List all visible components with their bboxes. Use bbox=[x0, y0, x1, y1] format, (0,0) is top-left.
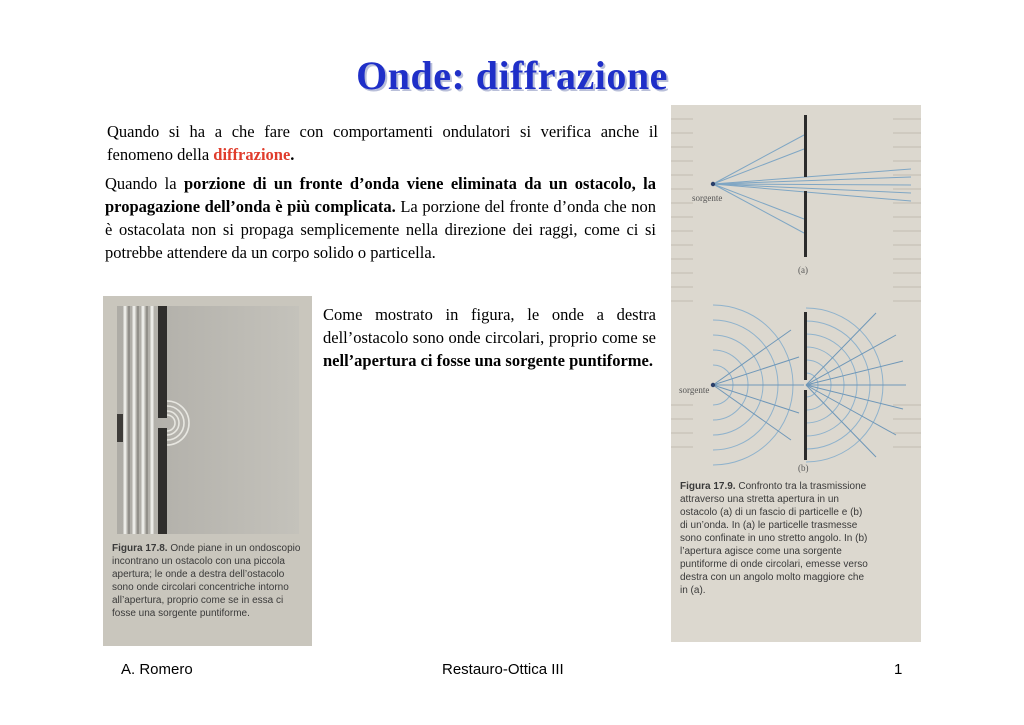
intro-paragraph: Quando si ha a che fare con comportamenti ondulatori si verifica anche il fenomeno della diffrazione. bbox=[107, 122, 658, 164]
footer-author: A. Romero bbox=[121, 661, 193, 678]
slide-title: Onde: diffrazione bbox=[356, 53, 668, 98]
figure-17-8-caption: Figura 17.8. Onde piane in un ondoscopio incontrano un ostacolo con una piccola apertura; le onde a destra dell’ostacolo sono onde circolari concentriche intorno all’apertura, proprio come se in essa ci fosse una sorgente puntiforme. bbox=[112, 543, 301, 619]
diffraction-keyword: diffrazione bbox=[213, 145, 291, 164]
figure-ripple-tank bbox=[103, 296, 312, 646]
label-source-b: sorgente bbox=[679, 385, 710, 395]
footer-course: Restauro-Ottica III bbox=[442, 661, 564, 678]
label-panel-b: (b) bbox=[798, 463, 809, 473]
figure-17-9-caption: Figura 17.9. Confronto tra la trasmissione attraverso una stretta apertura in un ostacolo (a) di un fascio di particelle e (b) di un’onda. In (a) le particelle trasmesse sono confinate in uno stretto angolo. In (b) l’apertura agisce come una sorgente puntiforme di onde circolari, emesse verso destra con un angolo molto maggiore che in (a). bbox=[680, 481, 868, 596]
ripple-tank-photo bbox=[117, 306, 299, 534]
figure-particles-vs-waves bbox=[671, 105, 921, 642]
label-source-a: sorgente bbox=[692, 193, 723, 203]
circular-waves-paragraph: Come mostrato in figura, le onde a destra dell’ostacolo sono onde circolari, proprio come se nell’apertura ci fosse una sorgente puntiforme. bbox=[323, 305, 656, 370]
wavefront-paragraph: Quando la porzione di un fronte d’onda viene eliminata da un ostacolo, la propagazione dell’onda è più complicata. La porzione del fronte d’onda che non è ostacolata non si propaga semplicemente nella direzione dei raggi, come ci si potrebbe attendere da un corpo solido o particella. bbox=[105, 174, 657, 262]
label-panel-a: (a) bbox=[798, 265, 808, 275]
footer-page-number: 1 bbox=[894, 661, 903, 678]
